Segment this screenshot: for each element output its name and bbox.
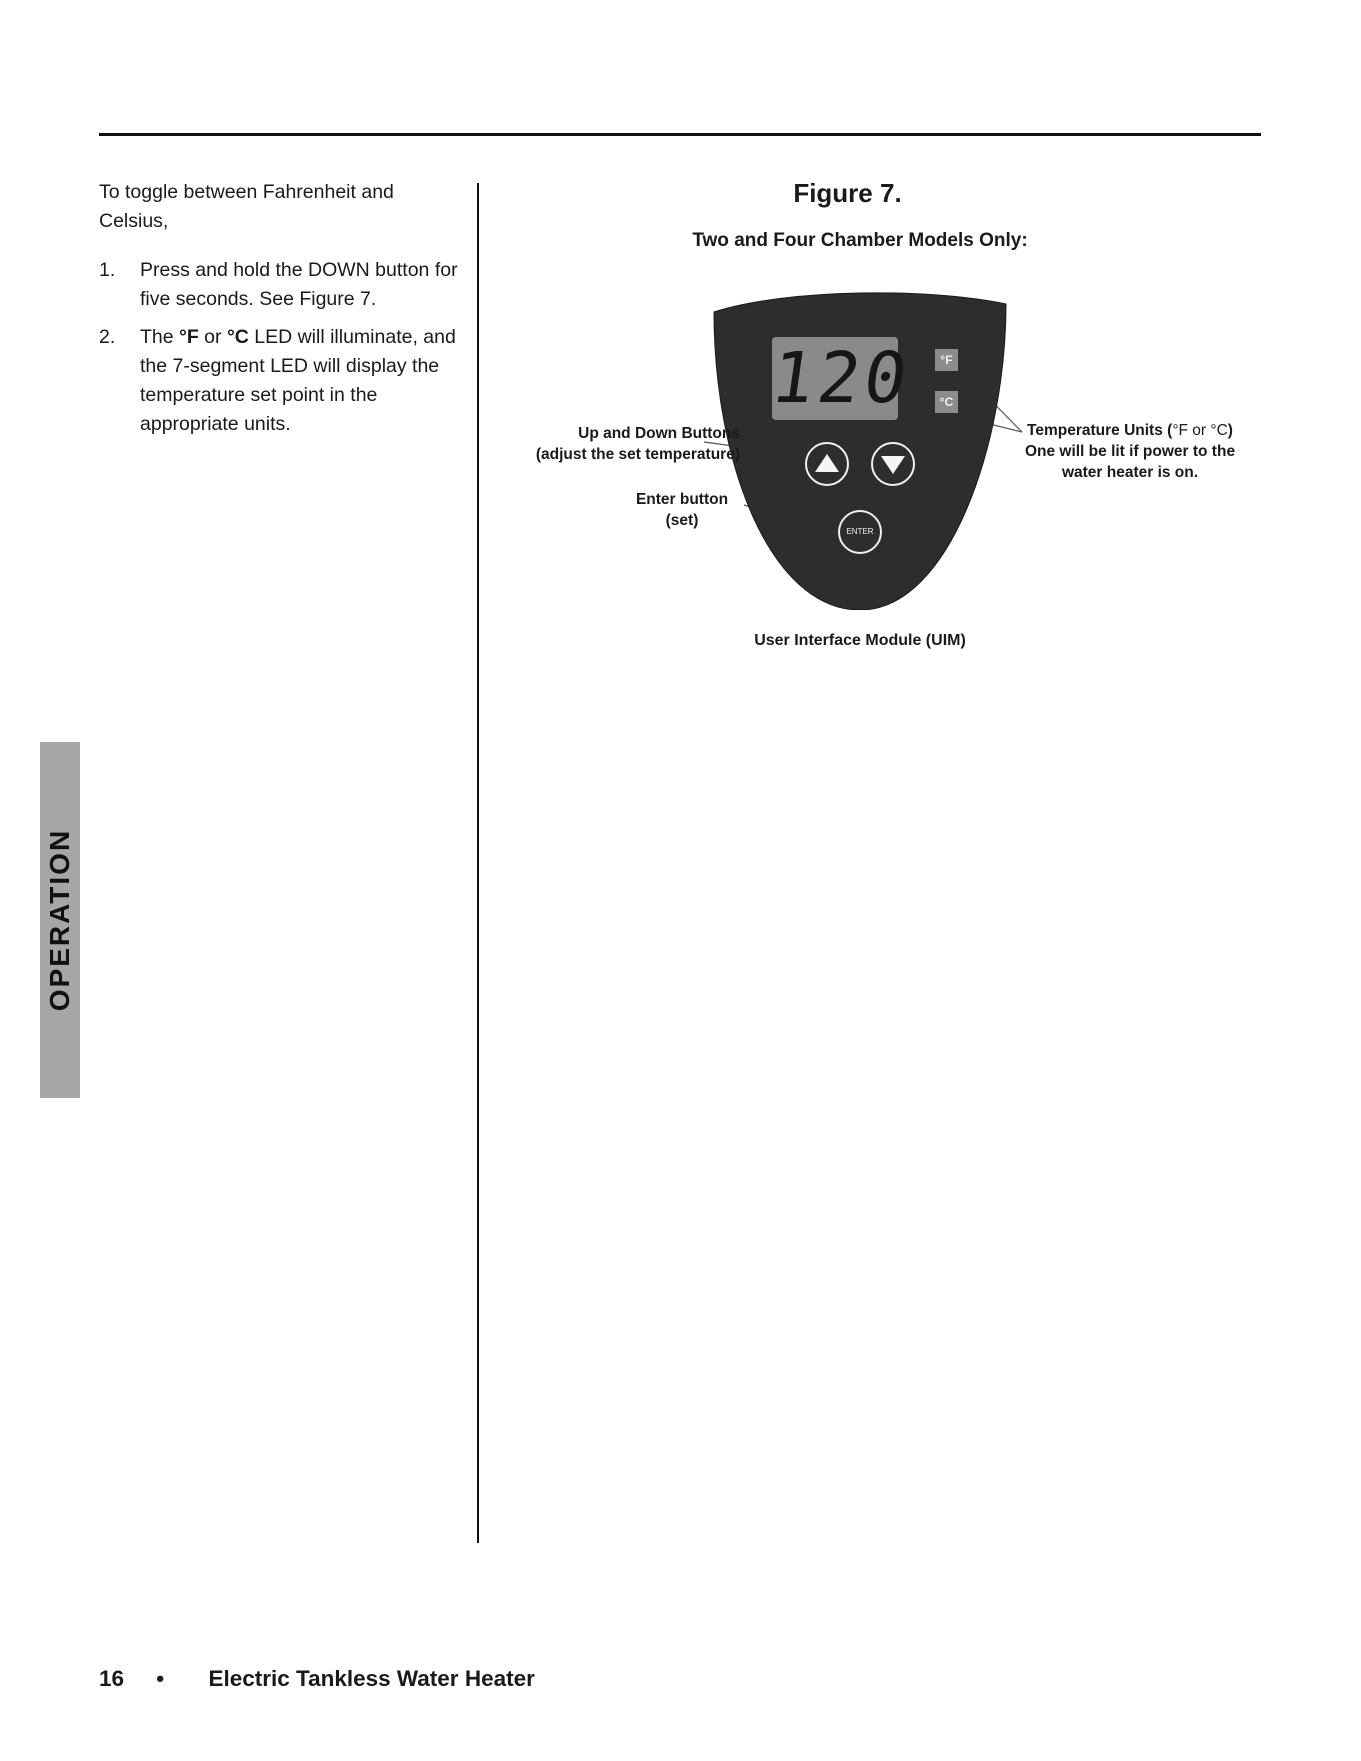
units-callout-line1 (1010, 420, 1250, 441)
units-callout-line2: One will be lit if power to the (1024, 443, 1236, 460)
units-callout-text-a: Temperature Units ( (1027, 422, 1173, 439)
updown-callout-line1: Up and Down Buttons (578, 425, 740, 442)
intro-text: To toggle between Fahrenheit and Celsius, (99, 181, 394, 232)
celsius-led: °C (935, 391, 958, 413)
document-title: Electric Tankless Water Heater (208, 1666, 535, 1691)
updown-callout (520, 423, 740, 465)
enter-callout-line1: Enter button (635, 491, 729, 508)
enter-callout (620, 489, 744, 531)
fahrenheit-led: °F (935, 349, 958, 371)
set-point-value: 120 (766, 337, 917, 419)
down-arrow-icon (881, 456, 905, 474)
fahrenheit-symbol: °F (179, 326, 199, 348)
user-interface-module (710, 292, 1010, 610)
units-callout (1010, 420, 1250, 483)
enter-button-label: ENTER (846, 527, 874, 536)
step-text-or: or (198, 326, 227, 348)
page-number: 16 (99, 1666, 125, 1691)
units-callout-text-b: °F or °C (1172, 422, 1228, 439)
step-text-pre: The (140, 326, 180, 348)
units-callout-text-c: ) (1227, 422, 1233, 439)
updown-callout-line2: (adjust the set temperature) (535, 446, 740, 463)
enter-callout-line2: (set) (665, 512, 699, 529)
units-callout-line3: water heater is on. (1061, 464, 1199, 481)
enter-button (838, 510, 882, 554)
step-number: 2. (99, 326, 116, 348)
up-button (805, 442, 849, 486)
step-text: Press and hold the DOWN button for five seconds. See Figure 7. (140, 259, 458, 310)
figure-subtitle: Two and Four Chamber Models Only: (692, 230, 1028, 251)
seven-segment-display (766, 337, 917, 420)
down-button (871, 442, 915, 486)
up-arrow-icon (815, 454, 839, 472)
step-text-post: LED will illuminate, and the 7-segment LED will display the temperature set point in the appropriate units. (140, 326, 456, 435)
section-tab-label: OPERATION (44, 828, 75, 1012)
figure-title: Figure 7. (793, 178, 902, 208)
step-number: 1. (99, 259, 116, 281)
celsius-symbol: °C (226, 326, 249, 348)
footer-bullet: • (156, 1666, 165, 1691)
figure-caption: User Interface Module (UIM) (754, 632, 966, 649)
page-footer (99, 1666, 535, 1692)
